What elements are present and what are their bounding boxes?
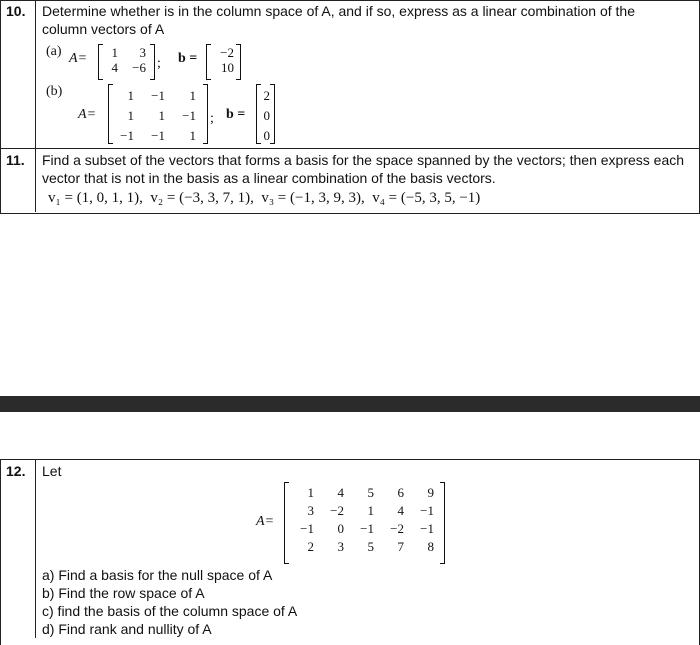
part-b-label: (b) xyxy=(46,84,63,99)
matrix-entry: 5 xyxy=(367,539,374,554)
matrix-entry: −1 xyxy=(420,503,434,518)
part-a-A-matrix xyxy=(104,45,146,75)
matrix-entry: 4 xyxy=(337,485,344,500)
matrix-entry: −1 xyxy=(300,521,314,536)
matrix-entry: 1 xyxy=(127,108,134,123)
problem-10-number: 10. xyxy=(6,3,26,19)
part-a-A-symbol: A xyxy=(69,51,78,66)
matrix-entry: 8 xyxy=(427,539,434,554)
matrix-entry: 1 xyxy=(158,108,165,123)
matrix-entry: 7 xyxy=(397,539,404,554)
part-b-A-right-bracket xyxy=(203,84,208,144)
part-b-separator: ; xyxy=(210,111,214,126)
problem-11-vectors: v₁ = (1, 0, 1, 1), v₂ = (−3, 3, 7, 1), v₃ = (−1, 3, 9, 3), v₄ = (−5, 3, 5, −1) xyxy=(48,190,481,206)
matrix-entry: 1 xyxy=(367,503,374,518)
matrix-entry: 1 xyxy=(189,88,196,103)
matrix-entry: 1 xyxy=(307,485,314,500)
matrix-entry: 2 xyxy=(307,539,314,554)
problem-12-number: 12. xyxy=(6,463,26,479)
matrix-entry: 9 xyxy=(427,485,434,500)
part-a-b-right-bracket xyxy=(236,44,241,80)
vector-entry: −2 xyxy=(220,45,234,60)
vector-entry: 2 xyxy=(263,88,270,103)
vector-entry: 10 xyxy=(221,60,234,75)
part-b-A-symbol: A xyxy=(78,107,87,122)
matrix-entry: 1 xyxy=(111,45,118,60)
part-a-matrix-name: A= xyxy=(69,51,88,66)
part-a-b-name: b = xyxy=(178,51,198,66)
table-row-divider xyxy=(0,148,699,149)
problem-11-number: 11. xyxy=(6,152,25,168)
matrix-entry: 4 xyxy=(397,503,404,518)
part-a-b-symbol: b xyxy=(178,51,186,66)
matrix-entry: 1 xyxy=(189,128,196,143)
part-b-matrix-name: A= xyxy=(78,107,97,122)
problem-12-task-a: a) Find a basis for the null space of A xyxy=(42,567,273,583)
page-separator-band xyxy=(0,396,700,412)
matrix-entry: −1 xyxy=(151,88,165,103)
matrix-entry: −2 xyxy=(390,521,404,536)
matrix-entry: 3 xyxy=(337,539,344,554)
part-b-b-symbol: b xyxy=(226,107,234,122)
problem-11-prompt-line2: vector that is not in the basis as a linear combination of the basis vectors. xyxy=(42,170,496,186)
matrix-entry: 5 xyxy=(367,485,374,500)
part-a-A-left-bracket xyxy=(98,44,103,80)
table-column-divider xyxy=(35,0,36,212)
matrix-entry: −1 xyxy=(120,128,134,143)
matrix-entry: −1 xyxy=(360,521,374,536)
matrix-entry: −2 xyxy=(330,503,344,518)
part-b-b-vector xyxy=(258,88,270,143)
matrix-entry: 0 xyxy=(337,521,344,536)
table-column-divider xyxy=(35,459,36,638)
part-b-A-matrix xyxy=(112,88,196,143)
matrix-entry: −6 xyxy=(132,60,146,75)
part-a-b-left-bracket xyxy=(206,44,211,80)
problem-12-A-matrix xyxy=(288,485,434,554)
matrix-entry: −1 xyxy=(420,521,434,536)
vector-entry: 0 xyxy=(263,108,270,123)
matrix-entry: 6 xyxy=(397,485,404,500)
problem-10-prompt-line1: Determine whether is in the column space of A, and if so, express as a linear combination of the xyxy=(42,3,635,19)
matrix-entry: 3 xyxy=(139,45,146,60)
matrix-entry: −1 xyxy=(182,108,196,123)
problem-12-task-c: c) find the basis of the column space of A xyxy=(42,603,298,619)
matrix-entry: 1 xyxy=(127,88,134,103)
part-b-b-name: b = xyxy=(226,107,246,122)
matrix-entry: 3 xyxy=(307,503,314,518)
problem-12-A-symbol: A xyxy=(256,514,265,529)
part-b-b-right-bracket xyxy=(270,84,275,144)
vector-entry: 0 xyxy=(263,128,270,143)
part-a-b-vector xyxy=(212,45,234,75)
problem-12-A-right-bracket xyxy=(440,482,445,564)
problem-11-prompt-line1: Find a subset of the vectors that forms a basis for the space spanned by the vectors; then express each xyxy=(42,152,685,168)
problem-12-lead: Let xyxy=(42,463,62,479)
problem-12-task-d: d) Find rank and nullity of A xyxy=(42,621,212,637)
matrix-entry: −1 xyxy=(151,128,165,143)
part-a-A-right-bracket xyxy=(150,44,155,80)
problem-10-prompt-line2: column vectors of A xyxy=(42,21,165,37)
problem-12-matrix-name: A= xyxy=(256,514,275,529)
problem-12-task-b: b) Find the row space of A xyxy=(42,585,205,601)
matrix-entry: 4 xyxy=(111,60,118,75)
part-a-label: (a) xyxy=(46,44,62,59)
part-a-separator: ; xyxy=(157,56,161,71)
